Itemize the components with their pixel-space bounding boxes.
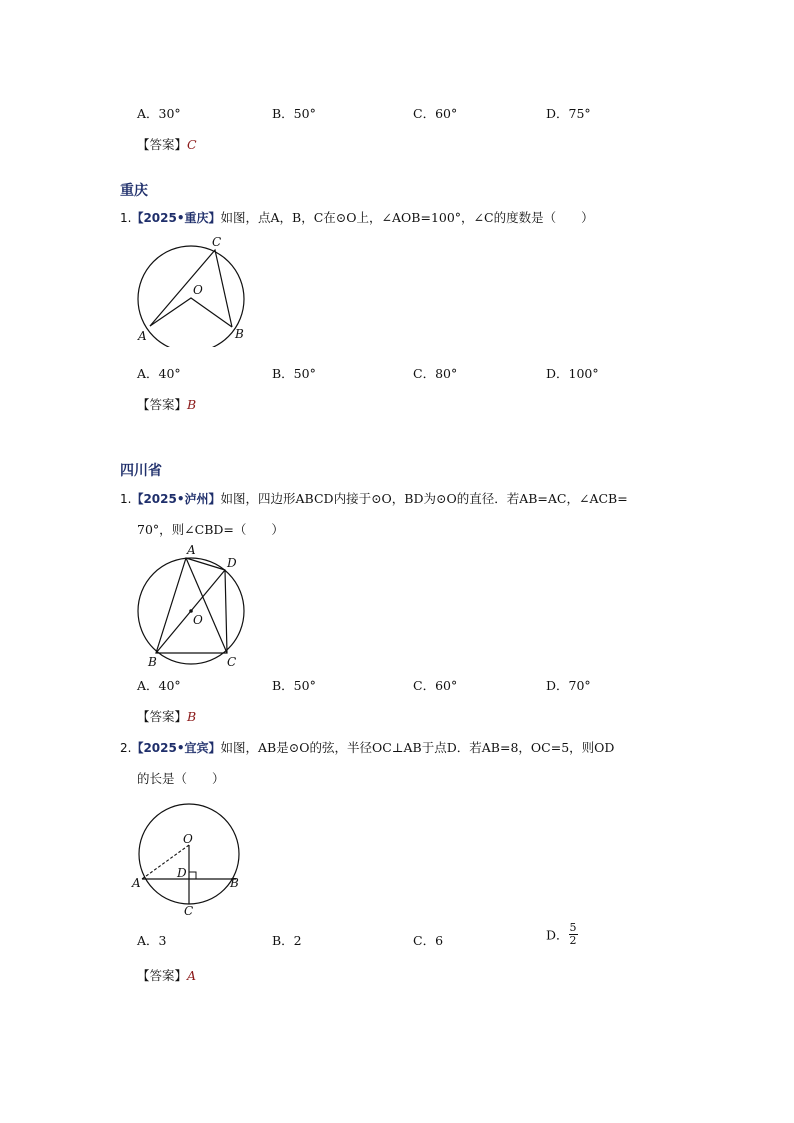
option-a: A．30°	[137, 106, 181, 121]
question-sc-1	[120, 489, 628, 507]
figure-cq-1	[130, 232, 255, 347]
option-a: A．3	[137, 933, 167, 948]
label-b: B	[235, 327, 244, 341]
fraction	[569, 922, 578, 947]
option-d-prefix: D．	[546, 927, 569, 943]
label-a: A	[187, 543, 196, 557]
answer-value: C	[187, 137, 197, 152]
option-c: C．60°	[413, 106, 458, 121]
option-d: D．75°	[546, 106, 591, 121]
label-c: C	[227, 655, 237, 669]
answer-line	[137, 135, 197, 153]
question-cq-1	[120, 208, 594, 226]
answer-label: 【答案】	[137, 137, 188, 152]
question-tag: 【2025•重庆】	[131, 211, 221, 225]
answer-value: B	[187, 709, 197, 724]
option-d	[546, 922, 578, 947]
question-text: 如图，AB是⊙O的弦，半径OC⊥AB于点D．若AB=8，OC=5，则OD	[220, 740, 615, 755]
label-o: O	[193, 613, 203, 627]
option-c: C．80°	[413, 366, 458, 381]
section-title-chongqing: 重庆	[120, 183, 148, 199]
option-c: C．6	[413, 933, 444, 948]
fraction-numerator: 5	[569, 921, 577, 934]
label-d: D	[227, 556, 237, 570]
label-b: B	[148, 655, 157, 669]
option-c: C．60°	[413, 678, 458, 693]
answer-value: B	[187, 397, 197, 412]
question-text-line2: 70°，则∠CBD=（ ）	[137, 522, 284, 537]
answer-line	[137, 966, 196, 984]
label-b: B	[230, 876, 239, 890]
label-o: O	[193, 283, 203, 297]
label-d: D	[177, 866, 187, 880]
label-o: O	[183, 832, 193, 846]
section-title-sichuan: 四川省	[120, 463, 162, 479]
question-tag: 【2025•宜宾】	[131, 741, 221, 755]
question-text: 如图，点A，B，C在⊙O上，∠AOB=100°，∠C的度数是（ ）	[220, 210, 594, 225]
figure-sc-2	[130, 795, 255, 920]
answer-line	[137, 707, 196, 725]
option-a: A．40°	[137, 366, 181, 381]
figure-sc-1	[130, 540, 255, 670]
answer-label: 【答案】	[137, 968, 188, 983]
label-c: C	[212, 235, 222, 249]
label-a: A	[132, 876, 141, 890]
option-b: B．50°	[272, 366, 316, 381]
answer-line	[137, 395, 196, 413]
question-number: 2.	[120, 741, 132, 755]
question-text-line2: 的长是（ ）	[137, 771, 225, 786]
question-sc-2	[120, 738, 614, 756]
question-text: 如图，四边形ABCD内接于⊙O，BD为⊙O的直径．若AB=AC，∠ACB=	[220, 491, 628, 506]
option-d: D．100°	[546, 366, 599, 381]
option-d: D．70°	[546, 678, 591, 693]
option-b: B．50°	[272, 106, 316, 121]
option-b: B．50°	[272, 678, 316, 693]
question-tag: 【2025•泸州】	[131, 492, 221, 506]
option-a: A．40°	[137, 678, 181, 693]
option-b: B．2	[272, 933, 302, 948]
label-c: C	[184, 904, 194, 918]
answer-label: 【答案】	[137, 709, 188, 724]
answer-value: A	[187, 968, 197, 983]
question-number: 1.	[120, 492, 132, 506]
label-a: A	[138, 329, 147, 343]
fraction-denominator: 2	[569, 934, 577, 947]
question-number: 1.	[120, 211, 132, 225]
answer-label: 【答案】	[137, 397, 188, 412]
